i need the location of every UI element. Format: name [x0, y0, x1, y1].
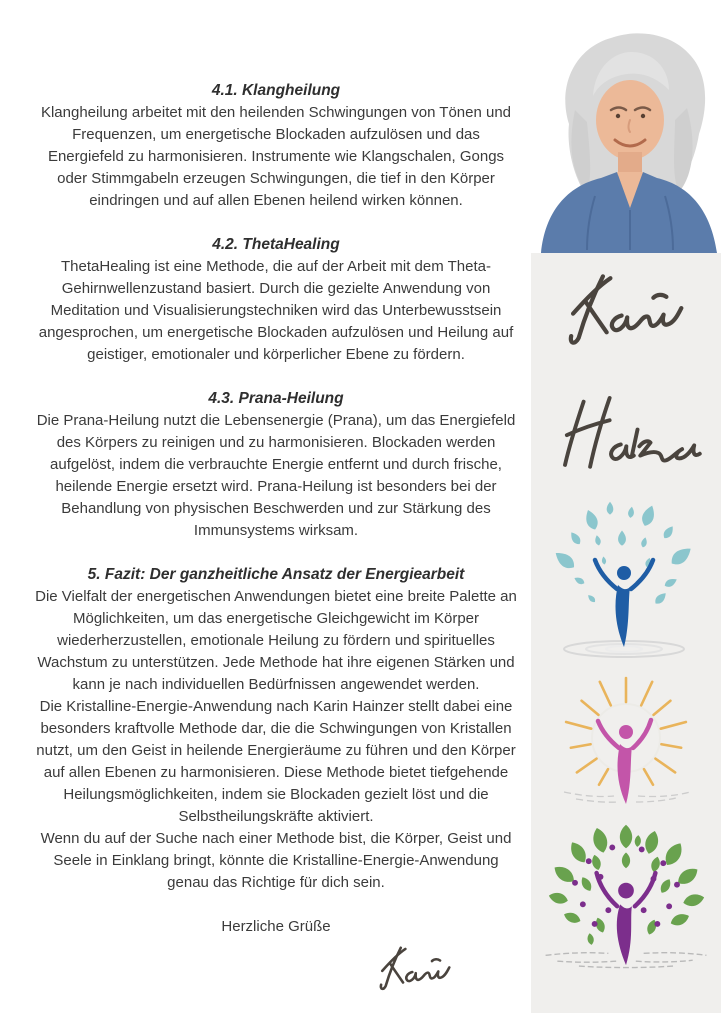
- closing-signature-karin: [370, 942, 465, 994]
- section-heading: 5. Fazit: Der ganzheitliche Ansatz der Energiearbeit: [87, 566, 465, 583]
- section-paragraph: Die Vielfalt der energetischen Anwendungen bietet eine breite Palette an Möglichkeiten, um das energetische Gleichgewicht im Körper wiederherzustellen, emotionale Heilung zu fördern und spirituelles Wachstum zu unterstützen. Jede Methode hat ihre eigenen Stärken und kann je nach individuellen Bedürfnissen angewendet werden.: [35, 588, 517, 693]
- section-fazit: [35, 564, 517, 894]
- portrait-photo: [531, 24, 724, 253]
- tree-figure-logo: [538, 820, 714, 972]
- handwriting-karin-small-icon: [370, 942, 465, 994]
- tree-figure-icon: [538, 820, 714, 972]
- section-paragraph: ThetaHealing ist eine Methode, die auf der Arbeit mit dem Theta-Gehirnwellenzustand basiert. Durch die gezielte Anwendung von Meditation und Visualisierungstechniken wird das Unterbewusstsein angesprochen, um energetische Blockaden aufzulösen und Heilung auf geistiger, emotionaler und körperlicher Ebene zu fördern.: [38, 258, 514, 363]
- handwriting-hainzer-icon: [552, 390, 710, 484]
- section-heading: 4.3. Prana-Heilung: [208, 390, 344, 407]
- section-paragraph: Die Kristalline-Energie-Anwendung nach Karin Hainzer stellt dabei eine besonders kraftvolle Methode dar, die die Schwingungen von Kristallen nutzt, um den Geist in heilende Energieräume zu führen und den Körper auf allen Ebenen zu harmonisieren. Diese Methode bietet tiefgehende Heilungsmöglichkeiten, indem sie Blockaden gezielt löst und die Selbstheilungskräfte aktiviert.: [36, 698, 516, 825]
- section-heading: 4.1. Klangheilung: [211, 82, 341, 99]
- closing-greeting: Herzliche Grüße: [221, 918, 331, 935]
- water-figure-logo: [546, 497, 706, 667]
- portrait-photo-icon: [531, 24, 724, 253]
- section-heading: 4.2. ThetaHealing: [212, 236, 340, 253]
- section-klangheilung: [35, 80, 517, 212]
- water-figure-icon: [546, 497, 706, 667]
- handwritten-first-name: [560, 266, 700, 352]
- sun-figure-icon: [546, 676, 706, 816]
- section-paragraph: Klangheilung arbeitet mit den heilenden Schwingungen von Tönen und Frequenzen, um energetische Blockaden aufzulösen und das Energiefeld zu harmonisieren. Instrumente wie Klangschalen, Gongs oder Stimmgabeln erzeugen Schwingungen, die tief in den Körper eindringen und auf allen Ebenen heilend wirken können.: [40, 104, 512, 209]
- section-prana-heilung: [35, 388, 517, 542]
- closing-block: [35, 916, 517, 994]
- sun-figure-logo: [546, 676, 706, 816]
- section-thetahealing: [35, 234, 517, 366]
- section-paragraph: Wenn du auf der Suche nach einer Methode bist, die Körper, Geist und Seele in Einklang bringt, könnte die Kristalline-Energie-Anwendung genau das Richtige für dich sein.: [40, 830, 512, 891]
- section-paragraph: Die Prana-Heilung nutzt die Lebensenergie (Prana), um das Energiefeld des Körpers zu reinigen und zu harmonisieren. Blockaden werden aufgelöst, indem die verbrauchte Energie entfernt und durch frische, heilende Energie ersetzt wird. Prana-Heilung ist besonders bei der Behandlung von physischen Beschwerden und zur Stärkung des Immunsystems wirksam.: [36, 412, 516, 539]
- handwriting-karin-icon: [560, 266, 700, 352]
- handwritten-last-name: [552, 390, 710, 484]
- document-body: [35, 80, 517, 994]
